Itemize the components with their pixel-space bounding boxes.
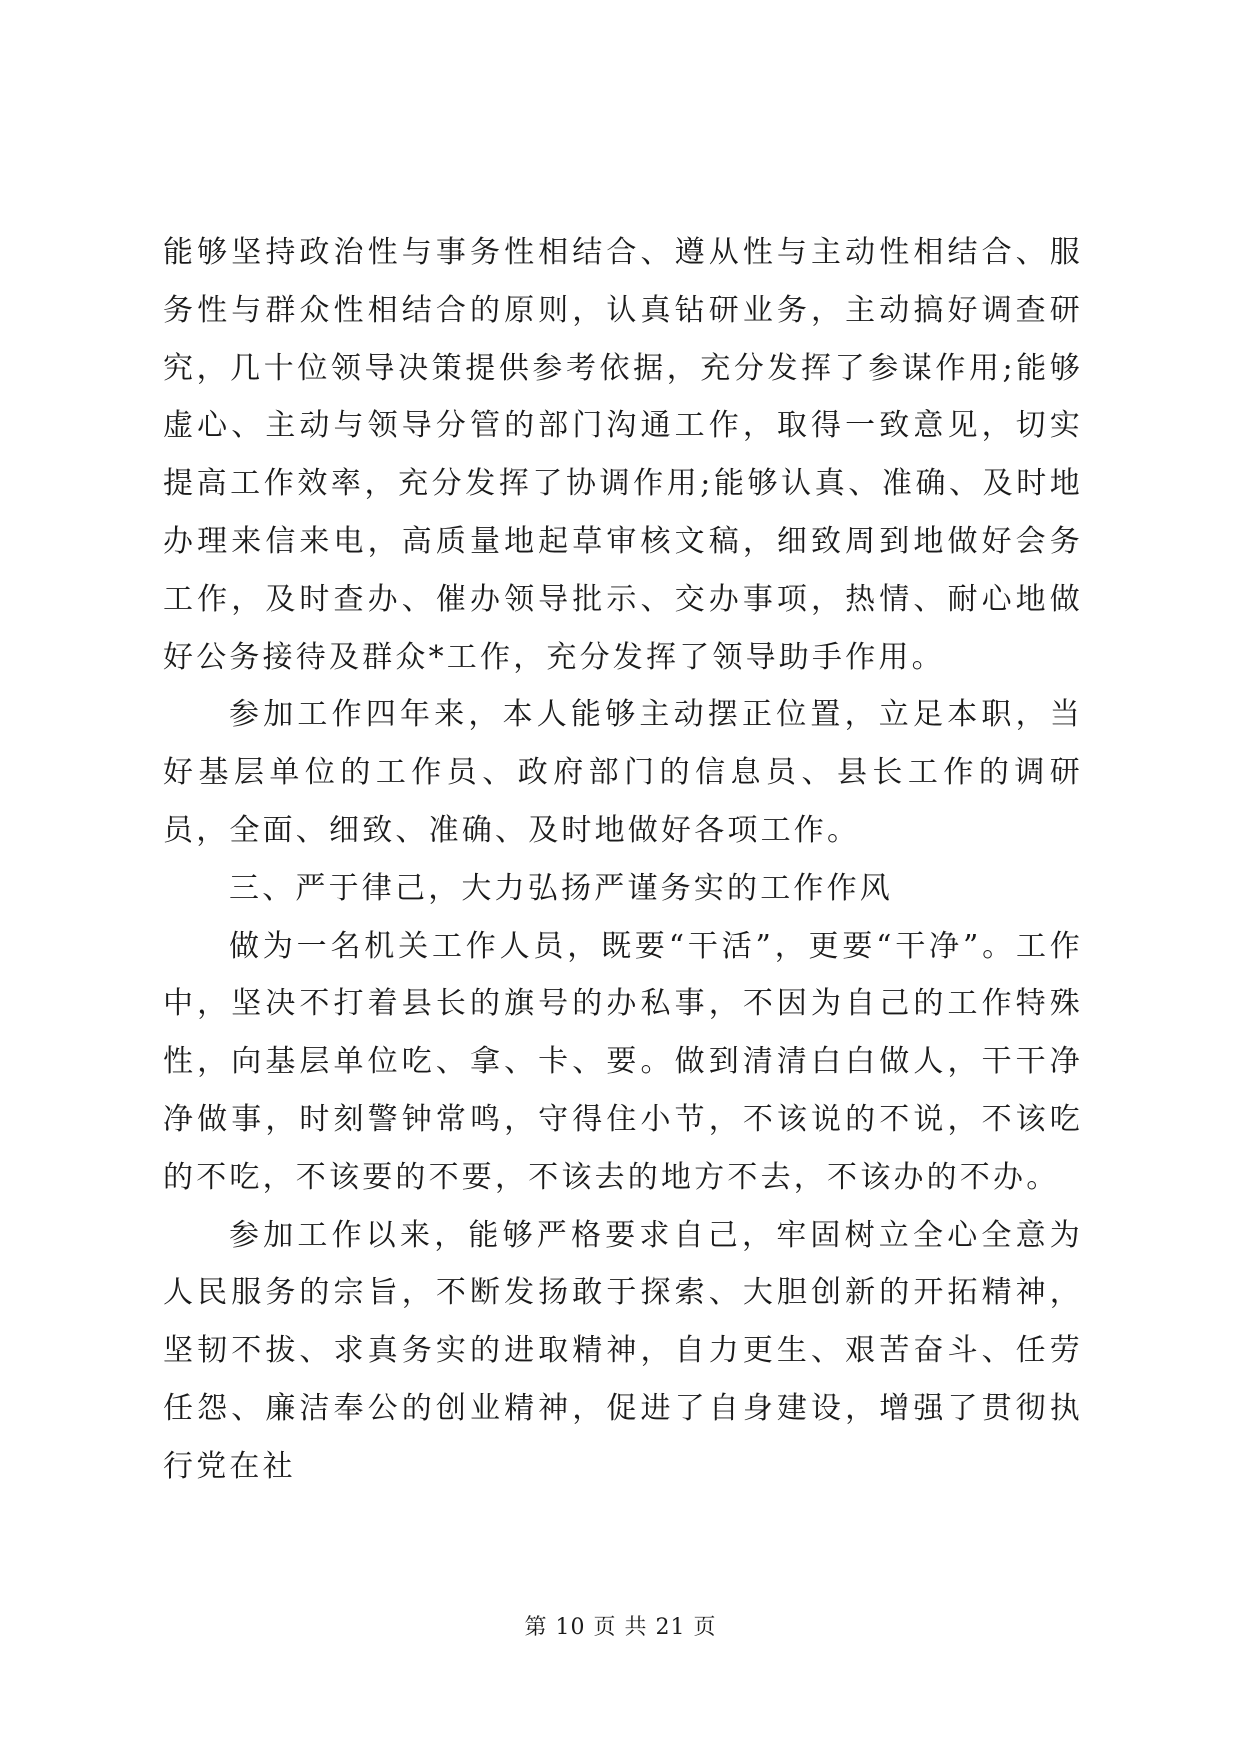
paragraph-self-discipline: 参加工作以来，能够严格要求自己，牢固树立全心全意为人民服务的宗旨，不断发扬敢于探索、大胆创新的开拓精神，坚韧不拔、求真务实的进取精神，自力更生、艰苦奋斗、任劳任怨、廉洁奉公的创业精神，促进了自身建设，增强了贯彻执行党在社 (163, 1217, 1083, 1484)
page-number-footer: 第 10 页 共 21 页 (524, 1615, 717, 1640)
section-heading: 三、严于律己，大力弘扬严谨务实的工作作风 (229, 870, 893, 906)
document-body (163, 224, 1083, 1496)
paragraph-clean-work: 做为一名机关工作人员，既要“干活”，更要“干净”。工作中，坚决不打着县长的旗号的办私事，不因为自己的工作特殊性，向基层单位吃、拿、卡、要。做到清清白白做人，干干净净做事，时刻警钟常鸣，守得住小节，不该说的不说，不该吃的不吃，不该要的不要，不该去的地方不去，不该办的不办。 (163, 928, 1083, 1195)
paragraph-continuation: 能够坚持政治性与事务性相结合、遵从性与主动性相结合、服务性与群众性相结合的原则，认真钻研业务，主动搞好调查研究，几十位领导决策提供参考依据，充分发挥了参谋作用;能够虚心、主动与领导分管的部门沟通工作，取得一致意见，切实提高工作效率，充分发挥了协调作用;能够认真、准确、及时地办理来信来电，高质量地起草审核文稿，细致周到地做好会务工作，及时查办、催办领导批示、交办事项，热情、耐心地做好公务接待及群众*工作，充分发挥了领导助手作用。 (163, 235, 1083, 675)
paragraph-work-years: 参加工作四年来，本人能够主动摆正位置，立足本职，当好基层单位的工作员、政府部门的信息员、县长工作的调研员，全面、细致、准确、及时地做好各项工作。 (163, 697, 1083, 848)
